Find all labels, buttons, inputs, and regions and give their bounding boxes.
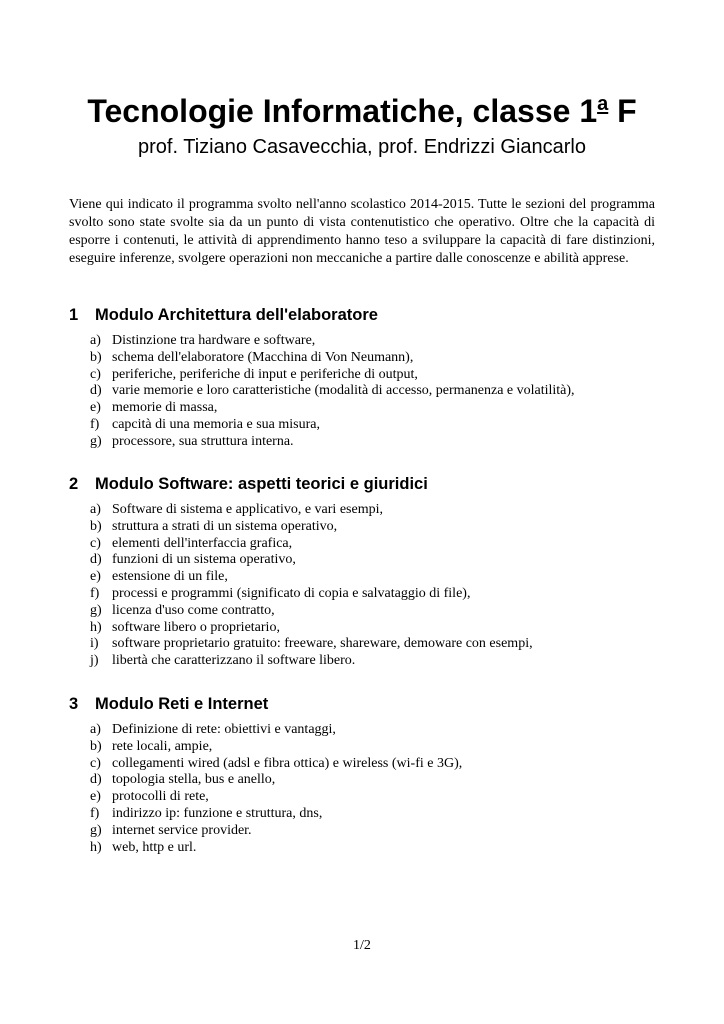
item-text: topologia stella, bus e anello, [112,772,276,788]
item-marker: j) [90,653,99,669]
item-text: libertà che caratterizzano il software libero. [112,653,356,669]
list-item [69,620,655,637]
item-text: Distinzione tra hardware e software, [112,333,316,348]
item-marker: d) [90,552,102,568]
item-marker: g) [90,822,102,838]
item-text: estensione di un file, [112,569,228,585]
item-marker: a) [90,333,101,348]
section-heading [69,304,655,326]
item-text: funzioni di un sistema operativo, [112,552,296,568]
item-marker: f) [90,805,100,821]
list-item [69,789,655,806]
item-marker: c) [90,755,101,771]
list-item [69,519,655,536]
item-text: protocolli di rete, [112,789,209,805]
title-end: F [608,93,637,129]
item-marker: e) [90,789,101,805]
item-text: Software di sistema e applicativo, e vari esempi, [112,502,383,517]
item-marker: h) [90,839,102,855]
item-text: software proprietario gratuito: freeware, shareware, demoware con esempi, [112,636,533,652]
item-marker: a) [90,502,101,517]
intro-paragraph: Viene qui indicato il programma svolto nell'anno scolastico 2014-2015. Tutte le sezioni del programma svolto sono state svolte sia da un punto di vista contenutistico che operativo. Oltre che la capacità di esporre i contenuti, le attività di apprendimento hanno teso a sviluppare la capacità di fare distinzioni, eseguire inferenze, svolgere operazioni non meccaniche a partire dalle conoscenze e abilità apprese. [69,197,655,266]
list-item [69,502,655,519]
list-item [69,350,655,367]
section-number: 2 [69,475,79,493]
list-item [69,739,655,756]
item-marker: d) [90,772,102,788]
item-text: struttura a strati di un sistema operativo, [112,518,338,534]
section-reti [69,693,655,856]
title-superscript: a [597,93,609,115]
item-marker: c) [90,535,101,551]
list-item [69,603,655,620]
item-text: rete locali, ampie, [112,738,213,754]
list-item [69,400,655,417]
list-item [69,569,655,586]
item-text: licenza d'uso come contratto, [112,602,275,618]
list-item [69,333,655,350]
section-number: 1 [69,306,79,324]
item-marker: i) [90,636,99,652]
list-item [69,367,655,384]
section-title: Modulo Software: aspetti teorici e giuridici [95,475,428,493]
item-text: memorie di massa, [112,400,218,416]
section-number: 3 [69,695,79,713]
item-marker: e) [90,400,101,416]
item-marker: b) [90,518,102,534]
topic-list [69,722,655,856]
item-text: processi e programmi (significato di copia e salvataggio di file), [112,585,471,601]
item-marker: a) [90,722,101,737]
section-software [69,473,655,670]
list-item [69,772,655,789]
item-marker: c) [90,366,101,382]
page-number: 1/2 [353,938,371,953]
item-marker: f) [90,416,100,432]
list-item [69,417,655,434]
item-marker: b) [90,349,102,365]
item-text: schema dell'elaboratore (Macchina di Von Neumann), [112,349,414,365]
item-text: varie memorie e loro caratteristiche (modalità di accesso, permanenza e volatilità), [112,383,575,399]
authors-line: prof. Tiziano Casavecchia, prof. Endrizzi Giancarlo [138,136,586,158]
list-item [69,636,655,653]
item-marker: e) [90,569,101,585]
page-title [0,84,724,131]
list-item [69,586,655,603]
section-architettura [69,304,655,451]
item-text: internet service provider. [112,822,252,838]
section-title: Modulo Architettura dell'elaboratore [95,306,378,324]
list-item [69,552,655,569]
section-heading [69,693,655,715]
topic-list [69,502,655,670]
list-item [69,434,655,451]
topic-list [69,333,655,451]
list-item [69,840,655,857]
item-marker: g) [90,433,102,449]
section-heading [69,473,655,495]
item-marker: f) [90,585,100,601]
item-marker: g) [90,602,102,618]
list-item [69,823,655,840]
list-item [69,756,655,773]
item-text: Definizione di rete: obiettivi e vantaggi, [112,722,336,737]
item-text: processore, sua struttura interna. [112,433,294,449]
item-marker: h) [90,619,102,635]
item-text: elementi dell'interfaccia grafica, [112,535,293,551]
item-marker: d) [90,383,102,399]
item-text: software libero o proprietario, [112,619,280,635]
item-text: collegamenti wired (adsl e fibra ottica) e wireless (wi-fi e 3G), [112,755,463,771]
list-item [69,806,655,823]
title-main: Tecnologie Informatiche, classe 1 [87,93,598,129]
item-text: periferiche, periferiche di input e periferiche di output, [112,366,418,382]
item-text: web, http e url. [112,839,197,855]
list-item [69,722,655,739]
section-title: Modulo Reti e Internet [95,695,269,713]
list-item [69,536,655,553]
item-text: indirizzo ip: funzione e struttura, dns, [112,805,323,821]
list-item [69,383,655,400]
list-item [69,653,655,670]
item-marker: b) [90,738,102,754]
item-text: capcità di una memoria e sua misura, [112,416,320,432]
